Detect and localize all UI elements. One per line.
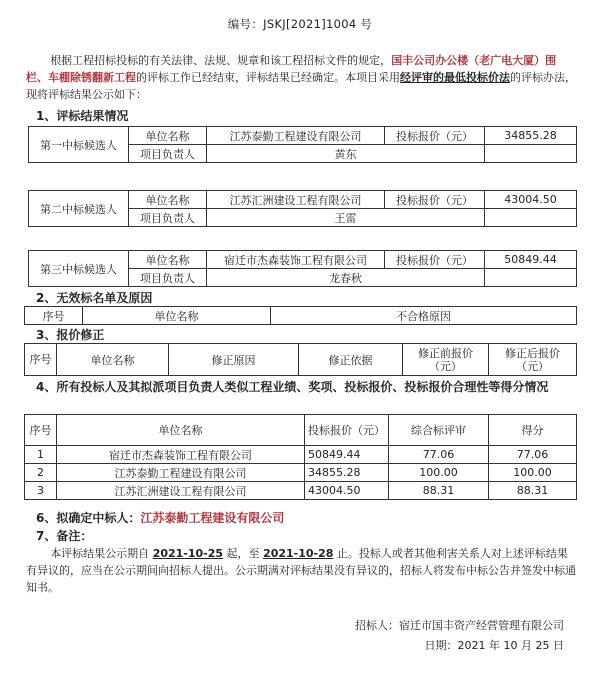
price-label: 投标报价（元） [385, 251, 485, 269]
issuer: 招标人：宿迁市国丰资产经营管理有限公司 [355, 619, 564, 632]
evaluation-method: 经评审的最低投标价法 [400, 71, 510, 84]
manager-label: 项目负责人 [129, 145, 207, 163]
project-name: 国丰公司办公楼（老广电大厦）围栏、车棚除锈翻新工程 [26, 54, 557, 84]
header-cell: 不合格原因 [271, 307, 577, 325]
section3-title: 3、报价修正 [36, 328, 105, 342]
row-unit: 江苏汇洲建设工程有限公司 [57, 482, 305, 500]
note-text-1: 本评标结果公示期自 [50, 547, 153, 560]
price-correction-table [24, 343, 577, 376]
price-value: 43004.50 [485, 191, 577, 209]
header-cell: 投标报价（元） [305, 415, 389, 446]
row-score: 100.00 [489, 464, 577, 482]
table-row [25, 464, 577, 482]
row-score: 77.06 [489, 446, 577, 464]
note-text-3: 止。投标人或者其他利害关系人对上述评标结果有异议的，应当在公示期间向招标人提出。公示期满对评标结果没有异议的，招标人将发布中标公告并签发中标通知书。 [26, 547, 576, 594]
row-unit: 江苏泰勤工程建设有限公司 [57, 464, 305, 482]
issue-date: 日期：2021 年 10 月 25 日 [424, 639, 564, 652]
price-value: 50849.44 [485, 251, 577, 269]
unit-name: 宿迁市杰森装饰工程有限公司 [207, 251, 385, 269]
row-price: 34855.28 [305, 464, 389, 482]
header-cell: 修正原因 [169, 344, 299, 376]
header-cell: 修正后报价（元） [489, 344, 577, 376]
candidate-rank: 第二中标候选人 [29, 191, 129, 227]
header-cell: 序号 [25, 307, 83, 325]
header-cell: 单位名称 [57, 415, 305, 446]
row-review: 88.31 [389, 482, 489, 500]
row-index: 2 [25, 464, 57, 482]
price-value: 34855.28 [485, 127, 577, 145]
intro-text-3: 的评标办法，现将评标结果公示如下： [26, 71, 576, 101]
candidate-table-2 [28, 190, 577, 227]
candidate-table-1 [28, 126, 577, 163]
unit-label: 单位名称 [129, 127, 207, 145]
intro-text-2: 的评标工作已经结束，评标结果已经确定。本项目采用 [136, 71, 400, 84]
section7-title: 7、备注： [36, 529, 93, 543]
intro-paragraph [26, 52, 576, 103]
section6 [36, 509, 284, 526]
table-row [25, 446, 577, 464]
header-cell: 修正依据 [299, 344, 403, 376]
manager-name: 王雷 [207, 209, 485, 227]
row-review: 77.06 [389, 446, 489, 464]
header-cell: 得分 [489, 415, 577, 446]
header-cell: 序号 [25, 344, 57, 376]
remarks-paragraph [26, 545, 578, 596]
candidate-table-3 [28, 250, 577, 287]
row-score: 88.31 [489, 482, 577, 500]
row-unit: 宿迁市杰森装饰工程有限公司 [57, 446, 305, 464]
end-date: 2021-10-28 [263, 547, 334, 560]
price-label: 投标报价（元） [385, 191, 485, 209]
row-index: 3 [25, 482, 57, 500]
price-label: 投标报价（元） [385, 127, 485, 145]
unit-name: 江苏泰勤工程建设有限公司 [207, 127, 385, 145]
intro-text-1: 根据工程招标投标的有关法律、法规、规章和该工程招标文件的规定， [50, 54, 392, 67]
row-review: 100.00 [389, 464, 489, 482]
header-cell: 修正前报价（元） [403, 344, 489, 376]
header-cell: 序号 [25, 415, 57, 446]
manager-name: 龙春秋 [207, 269, 485, 287]
row-price: 50849.44 [305, 446, 389, 464]
unit-label: 单位名称 [129, 251, 207, 269]
manager-label: 项目负责人 [129, 209, 207, 227]
candidate-rank: 第一中标候选人 [29, 127, 129, 163]
start-date: 2021-10-25 [152, 547, 224, 560]
empty-cell [485, 269, 577, 287]
row-index: 1 [25, 446, 57, 464]
manager-name: 黄东 [207, 145, 485, 163]
winning-bidder: 江苏泰勤工程建设有限公司 [140, 511, 285, 525]
unit-label: 单位名称 [129, 191, 207, 209]
document-number: 编号：JSKJ[2021]1004 号 [227, 17, 373, 31]
section4-title: 4、所有投标人及其拟派项目负责人类似工程业绩、奖项、投标报价、投标报价合理性等得分情况 [36, 380, 549, 394]
scores-table [24, 414, 577, 500]
table-row [25, 482, 577, 500]
empty-cell [485, 145, 577, 163]
row-price: 43004.50 [305, 482, 389, 500]
manager-label: 项目负责人 [129, 269, 207, 287]
candidate-rank: 第三中标候选人 [29, 251, 129, 287]
header-cell: 综合标评审 [389, 415, 489, 446]
header-cell: 单位名称 [83, 307, 271, 325]
invalid-bids-table [24, 306, 577, 325]
empty-cell [485, 209, 577, 227]
unit-name: 江苏汇洲建设工程有限公司 [207, 191, 385, 209]
section1-title: 1、评标结果情况 [36, 109, 129, 123]
header-cell: 单位名称 [57, 344, 169, 376]
section2-title: 2、无效标名单及原因 [36, 291, 153, 305]
section6-label: 6、拟确定中标人： [36, 511, 141, 525]
note-text-2: 起，至 [223, 547, 264, 560]
